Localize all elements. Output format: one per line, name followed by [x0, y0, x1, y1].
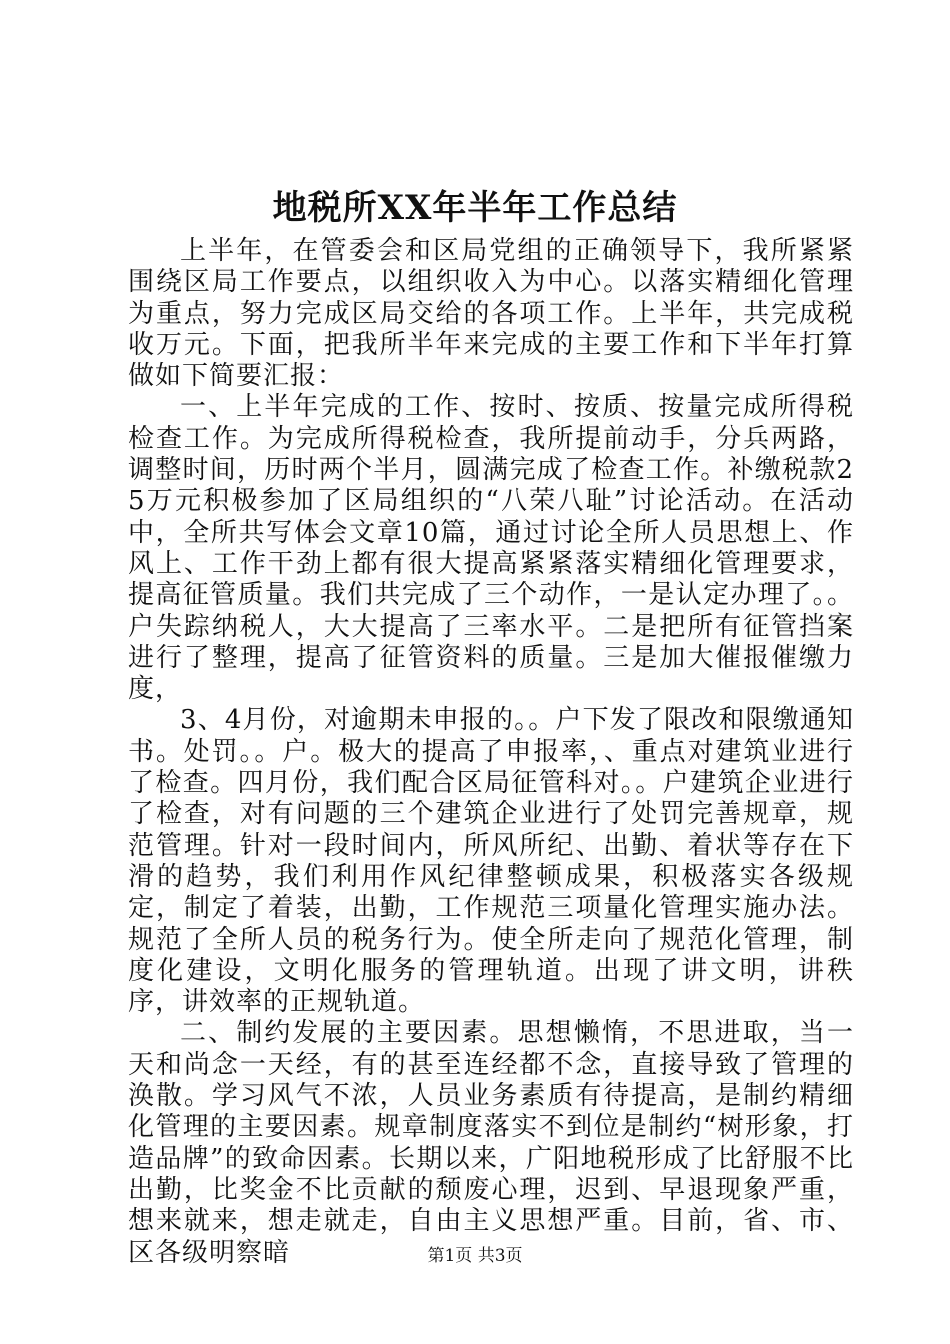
- paragraph-intro: 上半年，在管委会和区局党组的正确领导下，我所紧紧围绕区局工作要点，以组织收入为中心。以落实精细化管理为重点，努力完成区局交给的各项工作。上半年，共完成税收万元。下面，把我所半年来完成的主要工作和下半年打算做如下简要汇报：: [128, 236, 854, 392]
- page-footer: 第1页 共3页: [427, 1246, 523, 1266]
- paragraph-march-april: 3、4月份，对逾期未申报的。。户下发了限改和限缴通知书。处罚。。户。极大的提高了申报率，、重点对建筑业进行了检查。四月份，我们配合区局征管科对。。户建筑企业进行了检查，对有问题的三个建筑企业进行了处罚完善规章，规范管理。针对一段时间内，所风所纪、出勤、着状等存在下滑的趋势，我们利用作风纪律整顿成果，积极落实各级规定，制定了着装，出勤，工作规范三项量化管理实施办法。规范了全所人员的税务行为。使全所走向了规范化管理，制度化建设，文明化服务的管理轨道。出现了讲文明，讲秩序，讲效率的正规轨道。: [128, 705, 854, 1018]
- paragraph-section-two: 二、制约发展的主要因素。思想懒惰，不思进取，当一天和尚念一天经，有的甚至连经都不念，直接导致了管理的涣散。学习风气不浓，人员业务素质有待提高，是制约精细化管理的主要因素。规章制度落实不到位是制约“树形象，打造品牌”的致命因素。长期以来，广阳地税形成了比舒服不比出勤，比奖金不比贡献的颓废心理，迟到、早退现象严重，想来就来，想走就走，自由主义思想严重。目前，省、市、区各级明察暗: [128, 1018, 854, 1268]
- document-title: 地税所XX年半年工作总结: [272, 188, 678, 228]
- document-body: [128, 236, 854, 1269]
- paragraph-section-one: 一、上半年完成的工作、按时、按质、按量完成所得税检查工作。为完成所得税检查，我所提前动手，分兵两路，调整时间，历时两个半月，圆满完成了检查工作。补缴税款25万元积极参加了区局组织的“八荣八耻”讨论活动。在活动中，全所共写体会文章10篇，通过讨论全所人员思想上、作风上、工作干劲上都有很大提高紧紧落实精细化管理要求，提高征管质量。我们共完成了三个动作，一是认定办理了。。户失踪纳税人，大大提高了三率水平。二是把所有征管挡案进行了整理，提高了征管资料的质量。三是加大催报催缴力度，: [128, 392, 854, 705]
